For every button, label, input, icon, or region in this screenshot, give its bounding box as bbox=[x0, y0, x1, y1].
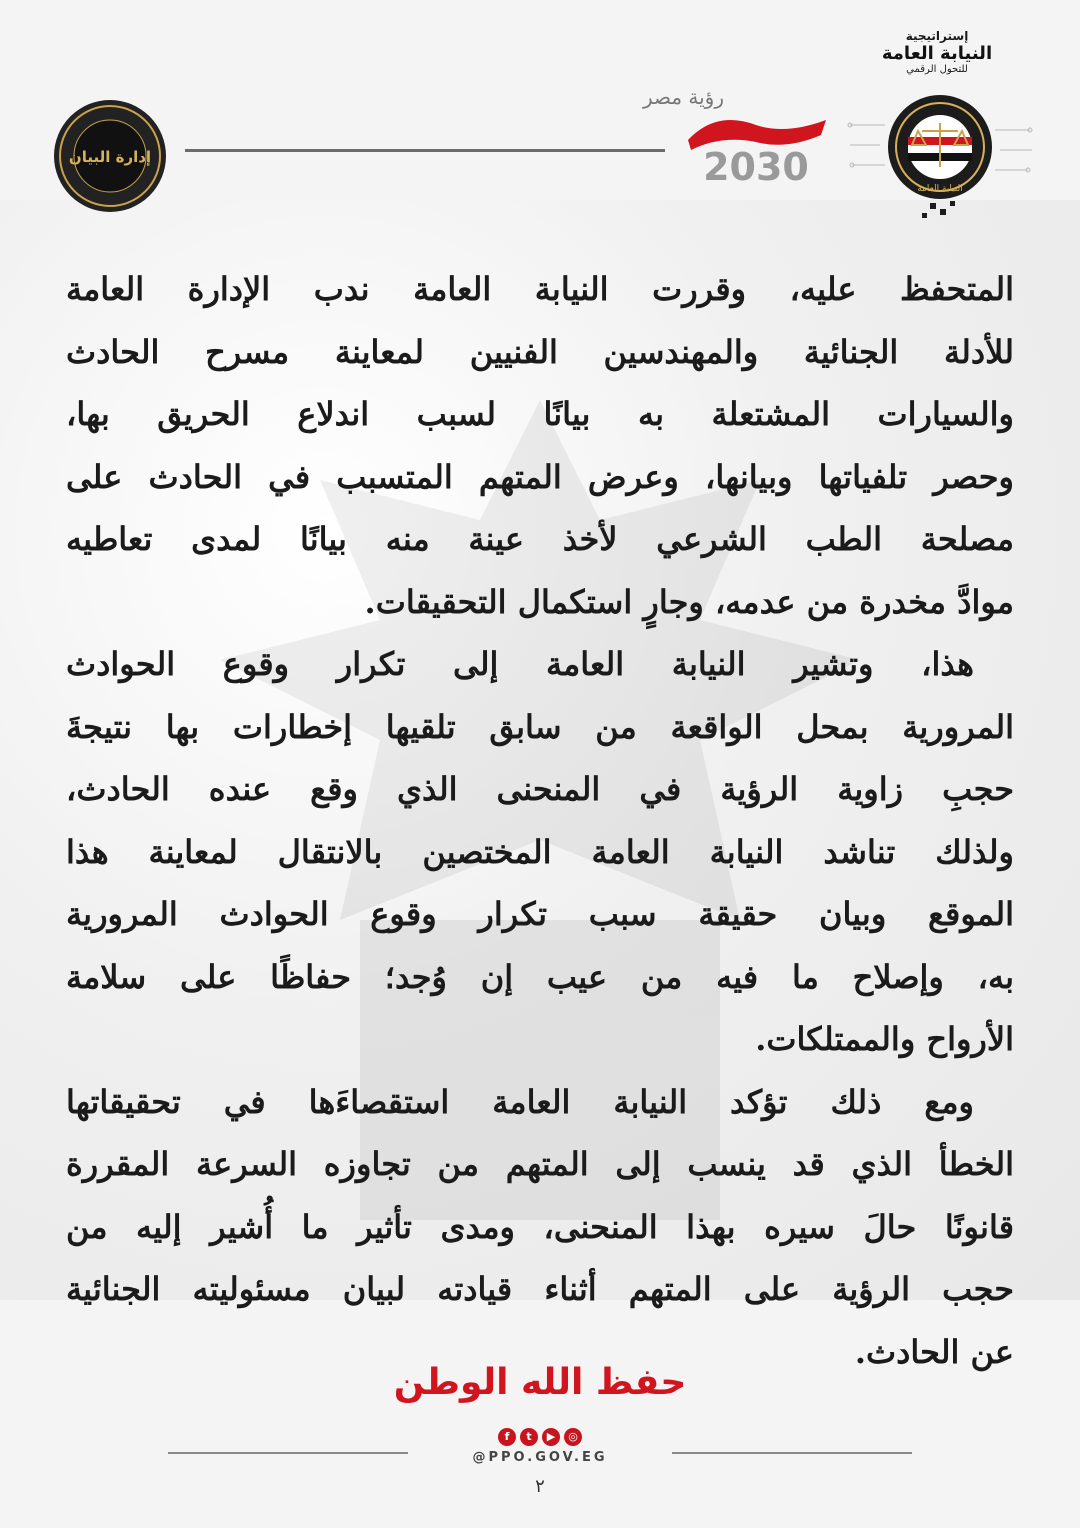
statement-dept-seal bbox=[52, 98, 168, 214]
paragraph-1 bbox=[66, 258, 1014, 633]
text-line: المرورية بمحل الواقعة من سابق تلقيها إخطارات بها نتيجةَ bbox=[66, 707, 1014, 746]
strategy-line2: النيابة العامة bbox=[881, 42, 993, 64]
facebook-icon[interactable]: f bbox=[498, 1428, 516, 1446]
text-line: والسيارات المشتعلة به بيانًا لسبب اندلاع الحريق بها، bbox=[66, 395, 1015, 433]
strategy-line3: للتحول الرقمي bbox=[906, 64, 968, 76]
text-line: عن الحادث. bbox=[854, 1332, 1014, 1371]
digital-strategy-logo bbox=[872, 30, 1002, 76]
text-line: به، وإصلاح ما فيه من عيب إن وُجد؛ حفاظًا على سلامة bbox=[66, 957, 1014, 996]
twitter-icon[interactable]: t bbox=[520, 1428, 538, 1446]
text-line: موادَّ مخدرة من عدمه، وجارٍ استكمال التحقيقات. bbox=[364, 582, 1014, 621]
text-line: ومع ذلك تؤكد النيابة العامة استقصاءَها في تحقيقاتها bbox=[66, 1082, 975, 1121]
text-line: المتحفظ عليه، وقررت النيابة العامة ندب الإدارة العامة bbox=[66, 270, 1014, 308]
text-line: الأرواح والممتلكات. bbox=[755, 1020, 1014, 1058]
youtube-icon[interactable]: ▶ bbox=[542, 1428, 560, 1446]
text-line: الخطأ الذي قد ينسب إلى المتهم من تجاوزه السرعة المقررة bbox=[66, 1145, 1014, 1183]
text-line: هذا، وتشير النيابة العامة إلى تكرار وقوع الحوادث bbox=[66, 645, 975, 683]
vision-text: رؤية مصر bbox=[642, 85, 724, 109]
text-line: الموقع وبيان حقيقة سبب تكرار وقوع الحوادث المرورية bbox=[66, 895, 1014, 933]
page-number: ٢ bbox=[535, 1476, 545, 1497]
seal-left-text: إدارة البيان bbox=[68, 148, 152, 166]
instagram-icon[interactable]: ◎ bbox=[564, 1428, 582, 1446]
slogan: حفظ الله الوطن bbox=[393, 1362, 687, 1403]
paragraph-3 bbox=[66, 1071, 1014, 1384]
social-links bbox=[490, 1428, 590, 1446]
paragraph-2 bbox=[66, 633, 1014, 1071]
text-line: للأدلة الجنائية والمهندسين الفنيين لمعاينة مسرح الحادث bbox=[66, 332, 1014, 371]
text-line: حجب الرؤية على المتهم أثناء قيادته لبيان مسئوليته الجنائية bbox=[66, 1270, 1014, 1308]
vision-year: 2030 bbox=[703, 145, 809, 189]
seal-right-text: النيابة العامة bbox=[917, 184, 963, 194]
header bbox=[0, 0, 1080, 240]
statement-body bbox=[66, 258, 1014, 1383]
header-divider bbox=[185, 149, 665, 152]
public-prosecution-seal bbox=[840, 95, 1040, 225]
strategy-line1: إستراتيجية bbox=[905, 29, 969, 43]
text-line: وحصر تلفياتها وبيانها، وعرض المتهم المتسبب في الحادث على bbox=[66, 457, 1014, 496]
vision-2030-logo bbox=[642, 80, 836, 190]
social-handle[interactable]: @PPO.GOV.EG bbox=[472, 1450, 608, 1465]
text-line: قانونًا حالَ سيره بهذا المنحنى، ومدى تأثير ما أُشير إليه من bbox=[66, 1207, 1014, 1246]
text-line: مصلحة الطب الشرعي لأخذ عينة منه بيانًا لمدى تعاطيه bbox=[66, 520, 1014, 558]
text-line: حجبِ زاوية الرؤية في المنحنى الذي وقع عنده الحادث، bbox=[66, 770, 1014, 808]
text-line: ولذلك تناشد النيابة العامة المختصين بالانتقال لمعاينة هذا bbox=[66, 832, 1014, 871]
